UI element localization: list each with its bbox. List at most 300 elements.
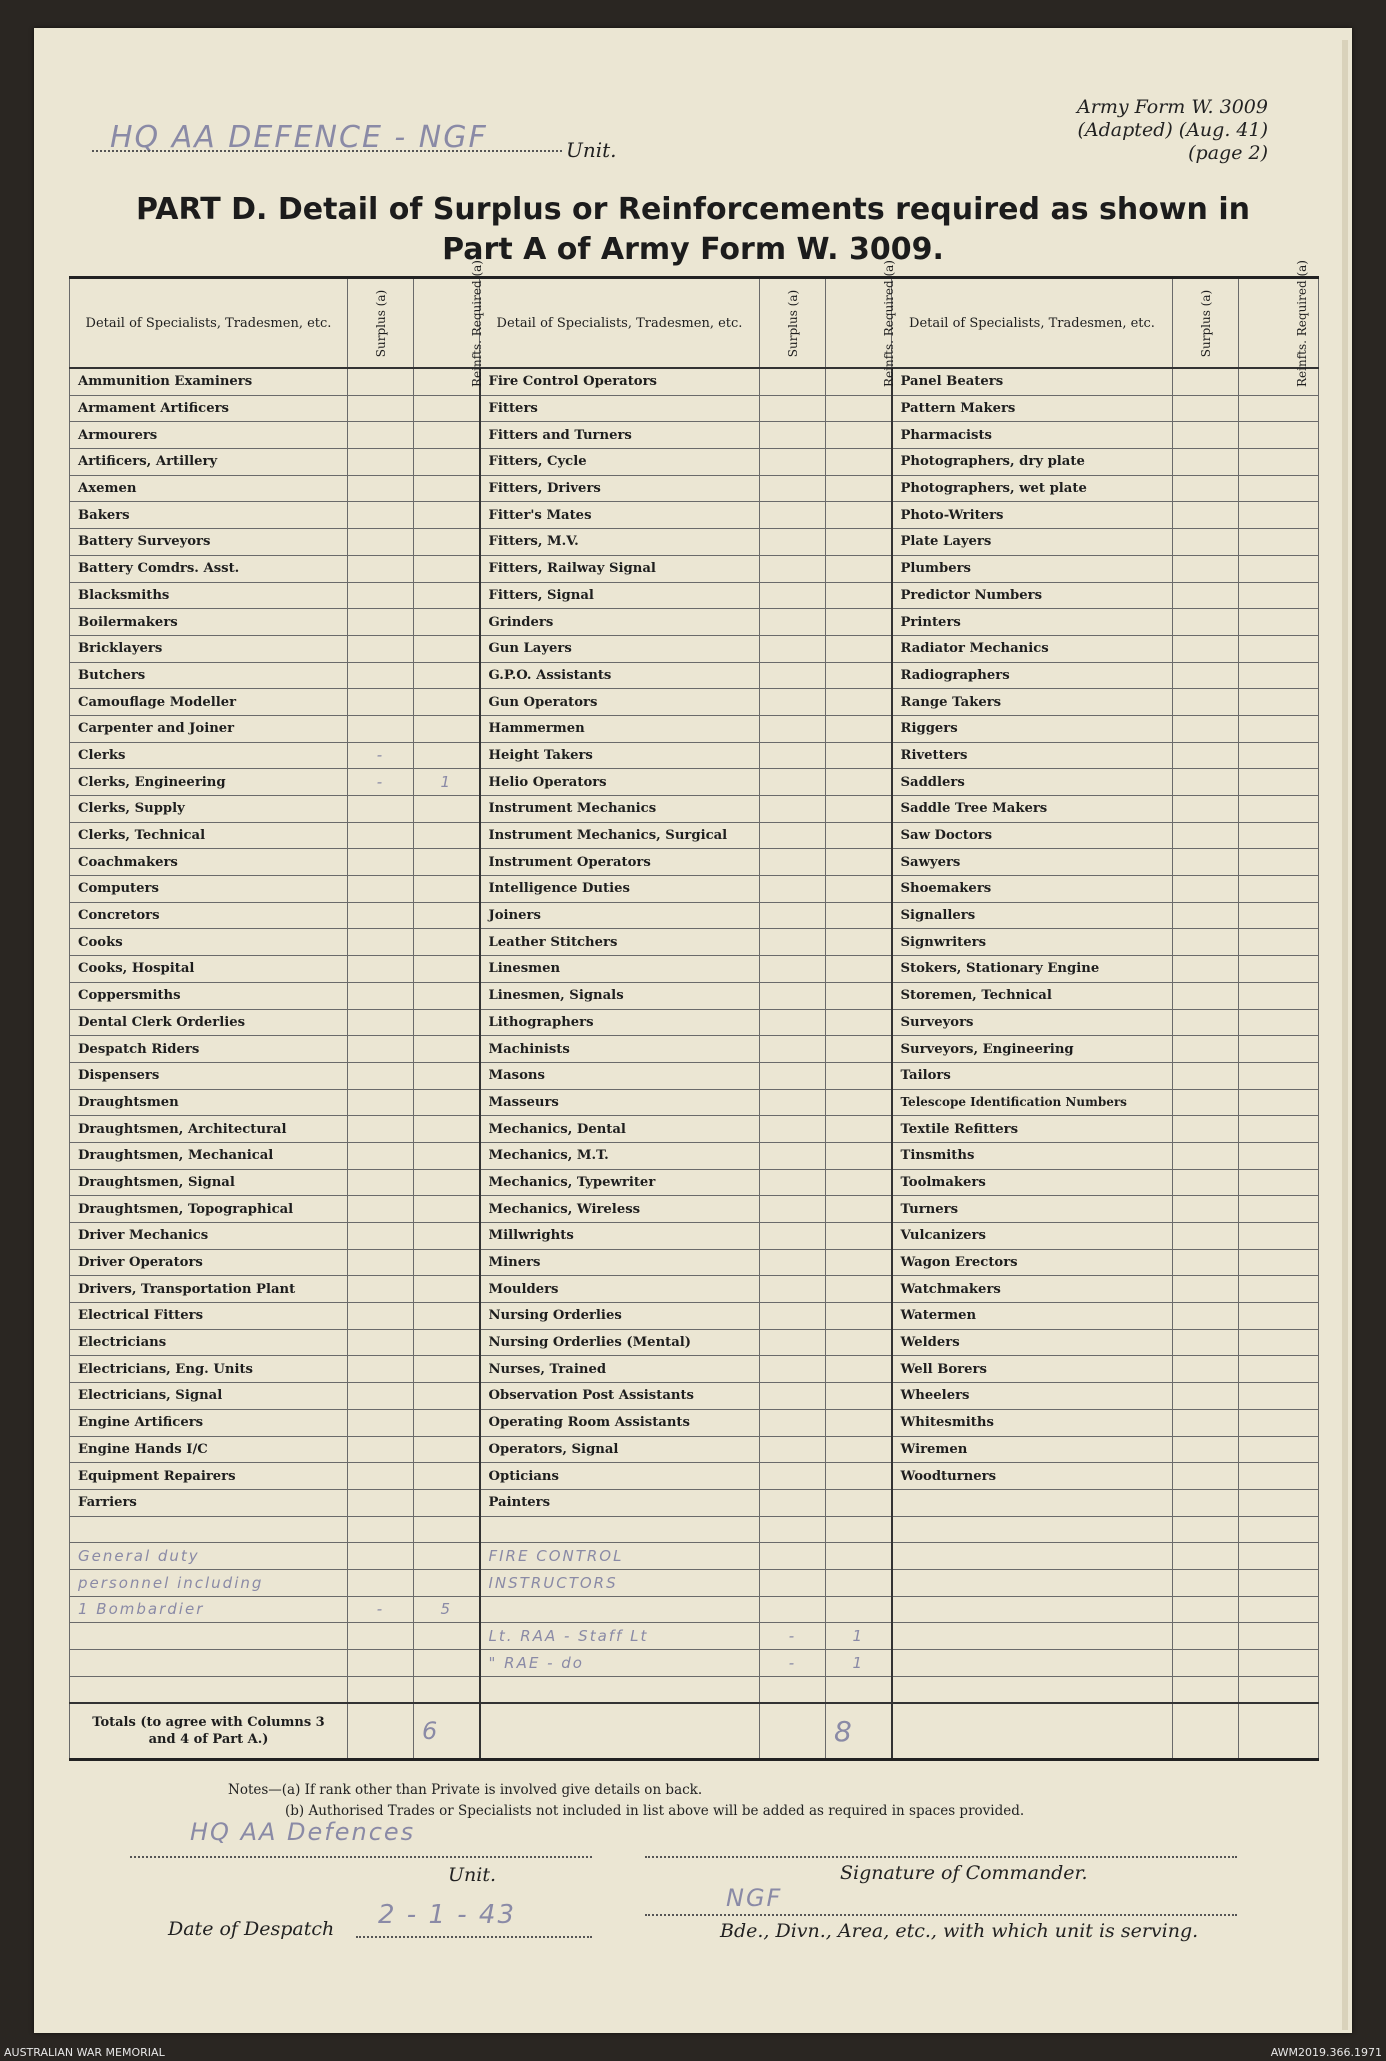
cell-detail-2: Mechanics, Typewriter xyxy=(480,1169,760,1196)
cell-detail-1: Engine Artificers xyxy=(70,1409,348,1436)
cell-surplus-3 xyxy=(1173,1650,1239,1677)
cell-reinf-3 xyxy=(1239,1223,1319,1250)
cell-surplus-2 xyxy=(760,1009,826,1036)
cell-detail-1: Butchers xyxy=(70,662,348,689)
cell-reinf-3 xyxy=(1239,1516,1319,1543)
cell-detail-3: Saddlers xyxy=(892,769,1173,796)
cell-detail-2: Fitters xyxy=(480,395,760,422)
cell-surplus-3 xyxy=(1173,1516,1239,1543)
table-row xyxy=(70,449,1319,476)
cell-surplus-1 xyxy=(348,1543,414,1570)
cell-reinf-1 xyxy=(414,822,480,849)
cell-reinf-3 xyxy=(1239,1303,1319,1330)
notes xyxy=(228,1780,1024,1822)
cell-reinf-1 xyxy=(414,582,480,609)
cell-detail-1: Bricklayers xyxy=(70,635,348,662)
cell-reinf-3 xyxy=(1239,1543,1319,1570)
cell-detail-3: Radiographers xyxy=(892,662,1173,689)
cell-reinf-3 xyxy=(1239,1650,1319,1677)
cell-surplus-2 xyxy=(760,1463,826,1490)
cell-detail-2: FIRE CONTROL xyxy=(480,1543,760,1570)
cell-surplus-3 xyxy=(1173,1249,1239,1276)
footer-unit-label: Unit. xyxy=(448,1864,497,1886)
cell-detail-3: Tinsmiths xyxy=(892,1142,1173,1169)
cell-detail-2: Gun Layers xyxy=(480,635,760,662)
cell-surplus-2 xyxy=(760,902,826,929)
cell-detail-1: Boilermakers xyxy=(70,609,348,636)
totals-label: Totals (to agree with Columns 3 and 4 of Part A.) xyxy=(70,1703,348,1760)
cell-surplus-2 xyxy=(760,1062,826,1089)
cell-surplus-2 xyxy=(760,796,826,823)
cell-surplus-3 xyxy=(1173,1276,1239,1303)
cell-detail-2: Painters xyxy=(480,1489,760,1516)
cell-surplus-3 xyxy=(1173,475,1239,502)
cell-detail-1: Blacksmiths xyxy=(70,582,348,609)
cell-reinf-2 xyxy=(826,1223,892,1250)
cell-surplus-1 xyxy=(348,1676,414,1703)
cell-surplus-3 xyxy=(1173,449,1239,476)
cell-reinf-3 xyxy=(1239,1196,1319,1223)
cell-surplus-1 xyxy=(348,1169,414,1196)
cell-reinf-3 xyxy=(1239,982,1319,1009)
cell-reinf-2 xyxy=(826,822,892,849)
table-row xyxy=(70,1009,1319,1036)
cell-reinf-2 xyxy=(826,1329,892,1356)
table-row xyxy=(70,1436,1319,1463)
cell-reinf-1 xyxy=(414,1623,480,1650)
table-row xyxy=(70,849,1319,876)
cell-reinf-3 xyxy=(1239,1623,1319,1650)
cell-surplus-3 xyxy=(1173,929,1239,956)
cell-detail-2: Mechanics, Wireless xyxy=(480,1196,760,1223)
cell-detail-2: Observation Post Assistants xyxy=(480,1383,760,1410)
cell-detail-3: Stokers, Stationary Engine xyxy=(892,956,1173,983)
cell-detail-3: Sawyers xyxy=(892,849,1173,876)
cell-detail-1: Camouflage Modeller xyxy=(70,689,348,716)
cell-reinf-3 xyxy=(1239,769,1319,796)
cell-surplus-3 xyxy=(1173,529,1239,556)
cell-reinf-2 xyxy=(826,1276,892,1303)
table-row xyxy=(70,1276,1319,1303)
cell-reinf-3 xyxy=(1239,956,1319,983)
table-row xyxy=(70,1089,1319,1116)
cell-reinf-1 xyxy=(414,1036,480,1063)
cell-reinf-1 xyxy=(414,796,480,823)
cell-reinf-2 xyxy=(826,902,892,929)
cell-reinf-1 xyxy=(414,1329,480,1356)
cell-surplus-1 xyxy=(348,1650,414,1677)
signature-line xyxy=(645,1856,1237,1858)
cell-surplus-1 xyxy=(348,635,414,662)
table-row xyxy=(70,555,1319,582)
cell-reinf-2 xyxy=(826,1249,892,1276)
cell-detail-2: INSTRUCTORS xyxy=(480,1569,760,1596)
cell-reinf-1 xyxy=(414,1676,480,1703)
table-row xyxy=(70,902,1319,929)
cell-detail-2: Masseurs xyxy=(480,1089,760,1116)
cell-detail-2: Fitters and Turners xyxy=(480,422,760,449)
cell-surplus-1 xyxy=(348,1463,414,1490)
cell-detail-3 xyxy=(892,1596,1173,1623)
cell-reinf-3 xyxy=(1239,662,1319,689)
cell-surplus-3 xyxy=(1173,1089,1239,1116)
cell-surplus-3 xyxy=(1173,956,1239,983)
table-body xyxy=(70,368,1319,1703)
signature-label: Signature of Commander. xyxy=(840,1862,1088,1884)
cell-surplus-2 xyxy=(760,1329,826,1356)
cell-detail-1: Draughtsmen, Mechanical xyxy=(70,1142,348,1169)
table-row xyxy=(70,582,1319,609)
cell-surplus-1 xyxy=(348,1569,414,1596)
cell-surplus-3 xyxy=(1173,1463,1239,1490)
cell-detail-2 xyxy=(480,1596,760,1623)
cell-surplus-3 xyxy=(1173,395,1239,422)
cell-surplus-3 xyxy=(1173,1036,1239,1063)
cell-detail-2: Masons xyxy=(480,1062,760,1089)
cell-reinf-2 xyxy=(826,1436,892,1463)
form-reference xyxy=(1077,96,1268,165)
cell-surplus-3 xyxy=(1173,1196,1239,1223)
table-row xyxy=(70,1596,1319,1623)
cell-surplus-1 xyxy=(348,1009,414,1036)
form-ref-line1: Army Form W. 3009 xyxy=(1077,96,1268,118)
cell-detail-2: Lt. RAA - Staff Lt xyxy=(480,1623,760,1650)
cell-surplus-2 xyxy=(760,449,826,476)
table-row xyxy=(70,1169,1319,1196)
cell-reinf-2 xyxy=(826,635,892,662)
cell-reinf-2 xyxy=(826,1516,892,1543)
cell-reinf-1 xyxy=(414,1142,480,1169)
cell-reinf-2 xyxy=(826,796,892,823)
cell-detail-1: Draughtsmen, Signal xyxy=(70,1169,348,1196)
totals-surplus-2 xyxy=(760,1703,826,1760)
cell-detail-1: Despatch Riders xyxy=(70,1036,348,1063)
cell-detail-1: Draughtsmen xyxy=(70,1089,348,1116)
cell-reinf-1 xyxy=(414,1009,480,1036)
cell-detail-2: Instrument Mechanics xyxy=(480,796,760,823)
header-surplus-1: Surplus (a) xyxy=(348,278,414,369)
header-detail-1: Detail of Specialists, Tradesmen, etc. xyxy=(70,278,348,369)
cell-surplus-1 xyxy=(348,956,414,983)
table-row xyxy=(70,742,1319,769)
cell-detail-1: personnel including xyxy=(70,1569,348,1596)
cell-surplus-3 xyxy=(1173,1409,1239,1436)
cell-surplus-1 xyxy=(348,662,414,689)
table-row xyxy=(70,1623,1319,1650)
cell-reinf-2 xyxy=(826,1089,892,1116)
cell-surplus-3 xyxy=(1173,1142,1239,1169)
cell-reinf-1 xyxy=(414,1516,480,1543)
cell-detail-1: Cooks, Hospital xyxy=(70,956,348,983)
cell-detail-3: Well Borers xyxy=(892,1356,1173,1383)
cell-surplus-2 xyxy=(760,529,826,556)
cell-detail-1: Bakers xyxy=(70,502,348,529)
header-surplus-3: Surplus (a) xyxy=(1173,278,1239,369)
table-row xyxy=(70,475,1319,502)
cell-detail-2 xyxy=(480,1676,760,1703)
cell-detail-2: Linesmen, Signals xyxy=(480,982,760,1009)
cell-reinf-3 xyxy=(1239,715,1319,742)
cell-detail-1: Coachmakers xyxy=(70,849,348,876)
cell-reinf-3 xyxy=(1239,902,1319,929)
cell-reinf-1 xyxy=(414,929,480,956)
cell-surplus-2: - xyxy=(760,1650,826,1677)
cell-surplus-2 xyxy=(760,1516,826,1543)
cell-reinf-2 xyxy=(826,1303,892,1330)
cell-detail-1: Dispensers xyxy=(70,1062,348,1089)
cell-reinf-2 xyxy=(826,529,892,556)
cell-detail-3: Watermen xyxy=(892,1303,1173,1330)
cell-reinf-1 xyxy=(414,1249,480,1276)
cell-surplus-3 xyxy=(1173,876,1239,903)
cell-reinf-1: 1 xyxy=(414,769,480,796)
cell-detail-1 xyxy=(70,1650,348,1677)
cell-detail-3: Watchmakers xyxy=(892,1276,1173,1303)
title-line2: Part A of Army Form W. 3009. xyxy=(442,232,944,267)
cell-reinf-2 xyxy=(826,1356,892,1383)
table-row xyxy=(70,609,1319,636)
table-row xyxy=(70,1569,1319,1596)
cell-reinf-3 xyxy=(1239,1249,1319,1276)
cell-reinf-2 xyxy=(826,449,892,476)
cell-surplus-3 xyxy=(1173,1383,1239,1410)
cell-reinf-1 xyxy=(414,849,480,876)
cell-surplus-1 xyxy=(348,1223,414,1250)
cell-reinf-3 xyxy=(1239,822,1319,849)
cell-surplus-3 xyxy=(1173,849,1239,876)
table-row xyxy=(70,1223,1319,1250)
cell-surplus-3 xyxy=(1173,1623,1239,1650)
cell-detail-3: Saw Doctors xyxy=(892,822,1173,849)
cell-reinf-1 xyxy=(414,1169,480,1196)
cell-reinf-3 xyxy=(1239,742,1319,769)
cell-reinf-1 xyxy=(414,689,480,716)
cell-surplus-1 xyxy=(348,555,414,582)
cell-surplus-2 xyxy=(760,742,826,769)
cell-surplus-3 xyxy=(1173,1223,1239,1250)
cell-reinf-2 xyxy=(826,1676,892,1703)
cell-surplus-2: - xyxy=(760,1623,826,1650)
totals-row xyxy=(70,1703,1319,1760)
cell-reinf-1 xyxy=(414,982,480,1009)
cell-detail-3: Welders xyxy=(892,1329,1173,1356)
cell-detail-3: Printers xyxy=(892,609,1173,636)
cell-reinf-2 xyxy=(826,609,892,636)
cell-surplus-3 xyxy=(1173,1303,1239,1330)
cell-reinf-2 xyxy=(826,475,892,502)
area-line xyxy=(645,1914,1237,1916)
cell-surplus-1 xyxy=(348,715,414,742)
cell-reinf-1 xyxy=(414,1436,480,1463)
cell-surplus-1 xyxy=(348,449,414,476)
cell-reinf-3 xyxy=(1239,1062,1319,1089)
cell-surplus-3 xyxy=(1173,1489,1239,1516)
footer-unit-handwritten: HQ AA Defences xyxy=(190,1818,416,1846)
cell-surplus-2 xyxy=(760,1036,826,1063)
cell-surplus-1 xyxy=(348,1089,414,1116)
cell-reinf-1 xyxy=(414,1383,480,1410)
cell-detail-2: Machinists xyxy=(480,1036,760,1063)
header-surplus-2: Surplus (a) xyxy=(760,278,826,369)
cell-reinf-3 xyxy=(1239,1089,1319,1116)
cell-detail-3: Storemen, Technical xyxy=(892,982,1173,1009)
cell-detail-3: Range Takers xyxy=(892,689,1173,716)
cell-surplus-3 xyxy=(1173,822,1239,849)
table-row xyxy=(70,689,1319,716)
cell-detail-3 xyxy=(892,1623,1173,1650)
cell-reinf-1 xyxy=(414,1303,480,1330)
table-row xyxy=(70,715,1319,742)
cell-detail-2: Joiners xyxy=(480,902,760,929)
cell-reinf-2 xyxy=(826,876,892,903)
cell-reinf-2 xyxy=(826,769,892,796)
cell-surplus-3 xyxy=(1173,1356,1239,1383)
cell-detail-2: Instrument Mechanics, Surgical xyxy=(480,822,760,849)
cell-reinf-2 xyxy=(826,662,892,689)
cell-surplus-3 xyxy=(1173,502,1239,529)
cell-surplus-1 xyxy=(348,1329,414,1356)
cell-detail-3: Woodturners xyxy=(892,1463,1173,1490)
cell-detail-3: Pattern Makers xyxy=(892,395,1173,422)
cell-reinf-2 xyxy=(826,689,892,716)
cell-detail-3: Saddle Tree Makers xyxy=(892,796,1173,823)
table-row xyxy=(70,1036,1319,1063)
table-row xyxy=(70,502,1319,529)
cell-surplus-2 xyxy=(760,368,826,395)
header-reinf-3: Reinfts. Required (a) xyxy=(1239,278,1319,369)
cell-reinf-3 xyxy=(1239,1169,1319,1196)
table-row xyxy=(70,1142,1319,1169)
cell-surplus-2 xyxy=(760,1356,826,1383)
cell-surplus-2 xyxy=(760,609,826,636)
cell-reinf-1 xyxy=(414,395,480,422)
note-a: Notes—(a) If rank other than Private is involved give details on back. xyxy=(228,1782,703,1798)
cell-surplus-2 xyxy=(760,582,826,609)
archive-strip-left: AUSTRALIAN WAR MEMORIAL xyxy=(4,2046,165,2059)
cell-surplus-1 xyxy=(348,1489,414,1516)
cell-surplus-1 xyxy=(348,849,414,876)
cell-surplus-1 xyxy=(348,689,414,716)
cell-detail-2 xyxy=(480,1516,760,1543)
cell-reinf-3 xyxy=(1239,1383,1319,1410)
sheet-edge xyxy=(1342,40,1348,2030)
cell-surplus-2 xyxy=(760,422,826,449)
cell-detail-1: Electricians, Eng. Units xyxy=(70,1356,348,1383)
cell-detail-2: Mechanics, Dental xyxy=(480,1116,760,1143)
cell-detail-1: Ammunition Examiners xyxy=(70,368,348,395)
cell-surplus-2 xyxy=(760,1383,826,1410)
date-line xyxy=(356,1936,592,1938)
cell-surplus-1 xyxy=(348,1436,414,1463)
cell-surplus-2 xyxy=(760,769,826,796)
cell-surplus-1 xyxy=(348,1516,414,1543)
cell-detail-1 xyxy=(70,1516,348,1543)
cell-detail-3: Predictor Numbers xyxy=(892,582,1173,609)
cell-surplus-3 xyxy=(1173,555,1239,582)
table-row xyxy=(70,395,1319,422)
cell-surplus-1 xyxy=(348,1383,414,1410)
cell-detail-3: Surveyors xyxy=(892,1009,1173,1036)
cell-surplus-1 xyxy=(348,796,414,823)
note-b: (b) Authorised Trades or Specialists not included in list above will be added as required in spaces provided. xyxy=(285,1803,1025,1819)
cell-detail-2: Hammermen xyxy=(480,715,760,742)
cell-detail-1: Driver Mechanics xyxy=(70,1223,348,1250)
cell-reinf-2 xyxy=(826,982,892,1009)
cell-detail-3: Whitesmiths xyxy=(892,1409,1173,1436)
cell-surplus-3 xyxy=(1173,1596,1239,1623)
cell-reinf-3 xyxy=(1239,1009,1319,1036)
cell-detail-3: Plumbers xyxy=(892,555,1173,582)
cell-reinf-2 xyxy=(826,1036,892,1063)
cell-surplus-3 xyxy=(1173,689,1239,716)
cell-surplus-1 xyxy=(348,1623,414,1650)
cell-reinf-3 xyxy=(1239,1142,1319,1169)
cell-detail-2: Mechanics, M.T. xyxy=(480,1142,760,1169)
unit-handwritten: HQ AA DEFENCE - NGF xyxy=(110,120,488,155)
cell-surplus-2 xyxy=(760,555,826,582)
cell-reinf-1 xyxy=(414,1650,480,1677)
table-row xyxy=(70,368,1319,395)
cell-detail-3: Surveyors, Engineering xyxy=(892,1036,1173,1063)
cell-reinf-2: 1 xyxy=(826,1623,892,1650)
table-row xyxy=(70,1356,1319,1383)
cell-detail-2: Fitter's Mates xyxy=(480,502,760,529)
cell-reinf-1 xyxy=(414,475,480,502)
totals-surplus-1 xyxy=(348,1703,414,1760)
table-row xyxy=(70,796,1319,823)
table-row xyxy=(70,929,1319,956)
cell-reinf-1 xyxy=(414,502,480,529)
cell-surplus-3 xyxy=(1173,662,1239,689)
cell-surplus-1 xyxy=(348,582,414,609)
table-row xyxy=(70,1409,1319,1436)
cell-reinf-2 xyxy=(826,502,892,529)
cell-detail-3: Vulcanizers xyxy=(892,1223,1173,1250)
cell-surplus-2 xyxy=(760,982,826,1009)
cell-surplus-3 xyxy=(1173,982,1239,1009)
unit-label: Unit. xyxy=(566,138,617,162)
cell-reinf-2 xyxy=(826,1596,892,1623)
totals-surplus-3 xyxy=(1173,1703,1239,1760)
cell-reinf-2 xyxy=(826,956,892,983)
cell-detail-2: Opticians xyxy=(480,1463,760,1490)
cell-reinf-2 xyxy=(826,422,892,449)
header-detail-3: Detail of Specialists, Tradesmen, etc. xyxy=(892,278,1173,369)
cell-surplus-3 xyxy=(1173,796,1239,823)
cell-detail-1: Concretors xyxy=(70,902,348,929)
cell-detail-1: Axemen xyxy=(70,475,348,502)
cell-reinf-3 xyxy=(1239,609,1319,636)
table-row xyxy=(70,769,1319,796)
cell-reinf-2 xyxy=(826,582,892,609)
cell-reinf-1 xyxy=(414,1489,480,1516)
table-row xyxy=(70,822,1319,849)
cell-reinf-1: 5 xyxy=(414,1596,480,1623)
cell-surplus-1 xyxy=(348,1196,414,1223)
cell-surplus-2 xyxy=(760,1249,826,1276)
cell-detail-2: Instrument Operators xyxy=(480,849,760,876)
cell-reinf-1 xyxy=(414,715,480,742)
cell-detail-1: 1 Bombardier xyxy=(70,1596,348,1623)
cell-reinf-3 xyxy=(1239,689,1319,716)
cell-surplus-2 xyxy=(760,1596,826,1623)
cell-detail-3: Pharmacists xyxy=(892,422,1173,449)
cell-reinf-1 xyxy=(414,1356,480,1383)
cell-detail-3: Wiremen xyxy=(892,1436,1173,1463)
cell-surplus-1 xyxy=(348,502,414,529)
title-line1: PART D. Detail of Surplus or Reinforcements required as shown in xyxy=(136,192,1250,227)
cell-reinf-3 xyxy=(1239,502,1319,529)
